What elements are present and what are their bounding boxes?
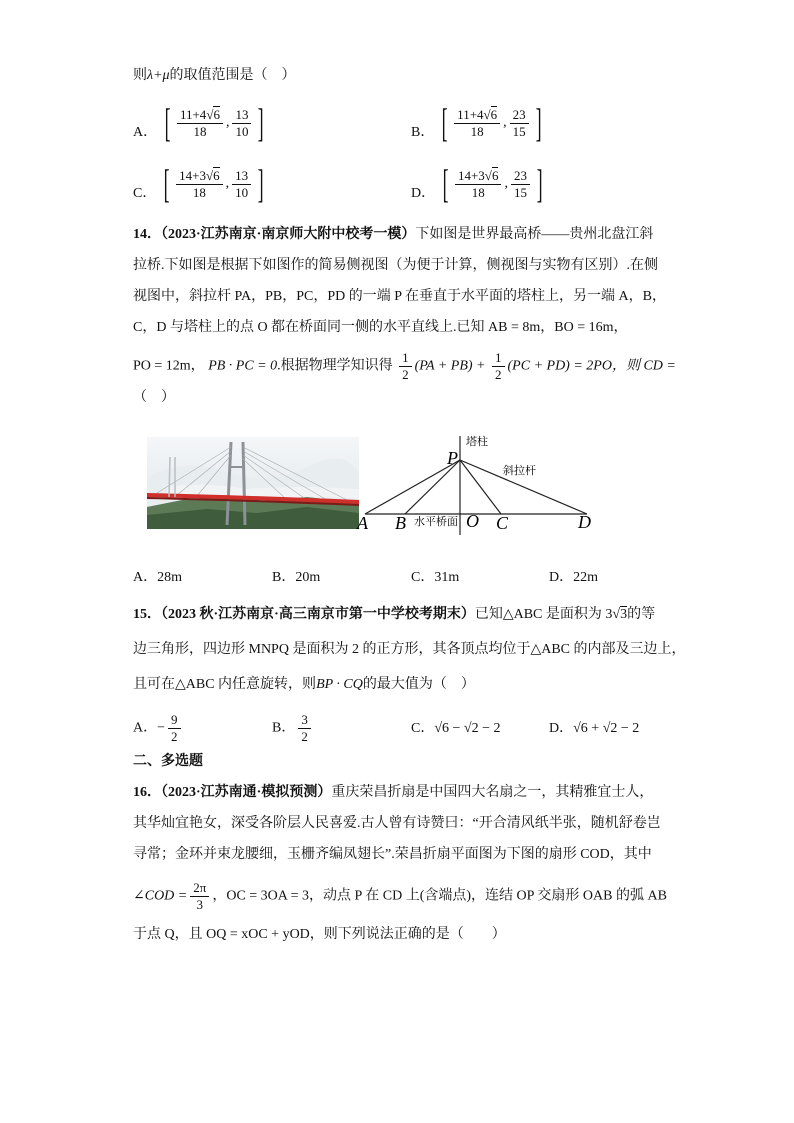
q15-stem-line-3: 且可在△ABC 内任意旋转，则BP · CQ的最大值为（ ） <box>133 677 475 692</box>
q13-option-d[interactable]: D． [ $\frac{14+3√6}{18}$ , $\frac{23}{15}$ ] <box>411 164 546 204</box>
q14-stem-line-3: 视图中，斜拉杆 PA，PB，PC，PD 的一端 P 在垂直于水平面的塔柱上，另一端 A，B， <box>133 289 666 304</box>
q15-stem-line-1: 15．（2023 秋·江苏南京·高三南京市第一中学校考期末）已知△ABC 是面积为 3√3的等 <box>133 607 656 622</box>
q14-stem-line-2: 拉桥.下如图是根据下如图作的简易侧视图（为便于计算，侧视图与实物有区别）.在侧 <box>133 258 658 273</box>
q14-option-c[interactable]: C．31m <box>411 570 460 585</box>
interval: [ $\frac{14+3√6}{18}$ , $\frac{13}{10}$ ] <box>163 161 264 206</box>
side-view-diagram <box>355 432 600 535</box>
interval: [ $\frac{14+3√6}{18}$ , $\frac{23}{15}$ ] <box>442 161 543 206</box>
q14-stem-line-5: PO = 12m， PB · PC = 0.根据物理学知识得 $\frac{1}{2}$ (PA + PB) + $\frac{1}{2}$ (PC + PD) = 2PO，则 CD = <box>133 350 676 382</box>
point-d: D <box>578 512 591 532</box>
dot-product-bp-cq: BP · CQ <box>316 677 363 692</box>
q15-stem-line-2: 边三角形，四边形 MNPQ 是面积为 2 的正方形，其各顶点均位于△ABC 的内部及三边上， <box>133 642 686 657</box>
point-o: O <box>466 511 479 531</box>
q14-stem-line-1: 14．（2023·江苏南京·南京师大附中校考一模）下如图是世界最高桥——贵州北盘江斜 <box>133 227 654 242</box>
q16-stem-line-5: 于点 Q，且 OQ = xOC + yOD，则下列说法正确的是（ ） <box>133 927 506 942</box>
q15-option-d[interactable]: D．√6 + √2 − 2 <box>549 721 640 736</box>
question-number: 16． <box>133 785 161 800</box>
q14-stem-line-4: C，D 与塔柱上的点 O 都在桥面同一侧的水平直线上.已知 AB = 8m，BO = 16m， <box>133 320 628 335</box>
label-deck: 水平桥面 <box>414 516 458 528</box>
q15-option-b[interactable]: B． $\frac{3}{2}$ <box>272 712 314 745</box>
dot-product-pb-pc: PB · PC = 0 <box>208 358 278 374</box>
bridge-photo <box>147 437 359 529</box>
point-b: B <box>395 513 406 533</box>
q16-stem-line-2: 其华灿宜艳女，深受各阶层人民喜爱.古人曾有诗赞曰：“开合清风纸半张，随机舒卷岂 <box>133 816 661 831</box>
interval: [ $\frac{11+4√6}{18}$ , $\frac{13}{10}$ ] <box>164 100 265 145</box>
label-tower: 塔柱 <box>466 436 488 448</box>
interval: [ $\frac{11+4√6}{18}$ , $\frac{23}{15}$ ] <box>441 100 542 145</box>
section-heading: 二、多选题 <box>133 754 203 769</box>
label-rod: 斜拉杆 <box>503 465 536 477</box>
question-source: （2023·江苏南通·模拟预测） <box>161 785 332 800</box>
question-source: （2023 秋·江苏南京·高三南京市第一中学校考期末） <box>161 607 475 622</box>
point-c: C <box>496 513 509 533</box>
point-p: P <box>447 448 458 468</box>
q13-option-c[interactable]: C． [ $\frac{14+3√6}{18}$ , $\frac{13}{10}$ ] <box>133 164 267 204</box>
point-a: A <box>357 513 368 533</box>
q14-stem-line-6: （ ） <box>133 390 175 405</box>
lambda-plus-mu: λ+μ <box>147 68 170 83</box>
q13-option-b[interactable]: B． [ $\frac{11+4√6}{18}$ , $\frac{23}{15}$ ] <box>411 103 545 143</box>
question-number: 15． <box>133 607 161 622</box>
q14-option-d[interactable]: D．22m <box>549 570 598 585</box>
q13-stem-tail: 则λ+μ的取值范围是（ ） <box>133 68 296 83</box>
q16-stem-line-3: 寻常；金环并束龙腰细，玉栅齐编凤翅长”.荣昌折扇平面图为下图的扇形 COD，其中 <box>133 847 652 862</box>
q14-option-b[interactable]: B．20m <box>272 570 321 585</box>
q16-stem-line-1: 16．（2023·江苏南通·模拟预测）重庆荣昌折扇是中国四大名扇之一，其精雅宜士人， <box>133 785 654 800</box>
q15-option-c[interactable]: C．√6 − √2 − 2 <box>411 721 501 736</box>
q15-option-a[interactable]: A．− $\frac{9}{2}$ <box>133 712 184 745</box>
q16-stem-line-4: ∠COD = $\frac{2\pi}{3}$ ，OC = 3OA = 3，动点 P 在 CD 上(含端点)，连结 OP 交扇形 OAB 的弧 AB <box>133 880 667 912</box>
question-source: （2023·江苏南京·南京师大附中校考一模） <box>161 227 416 242</box>
q14-option-a[interactable]: A．28m <box>133 570 182 585</box>
question-number: 14． <box>133 227 161 242</box>
q13-option-a[interactable]: A． [ $\frac{11+4√6}{18}$ , $\frac{13}{10}$ ] <box>133 103 268 143</box>
